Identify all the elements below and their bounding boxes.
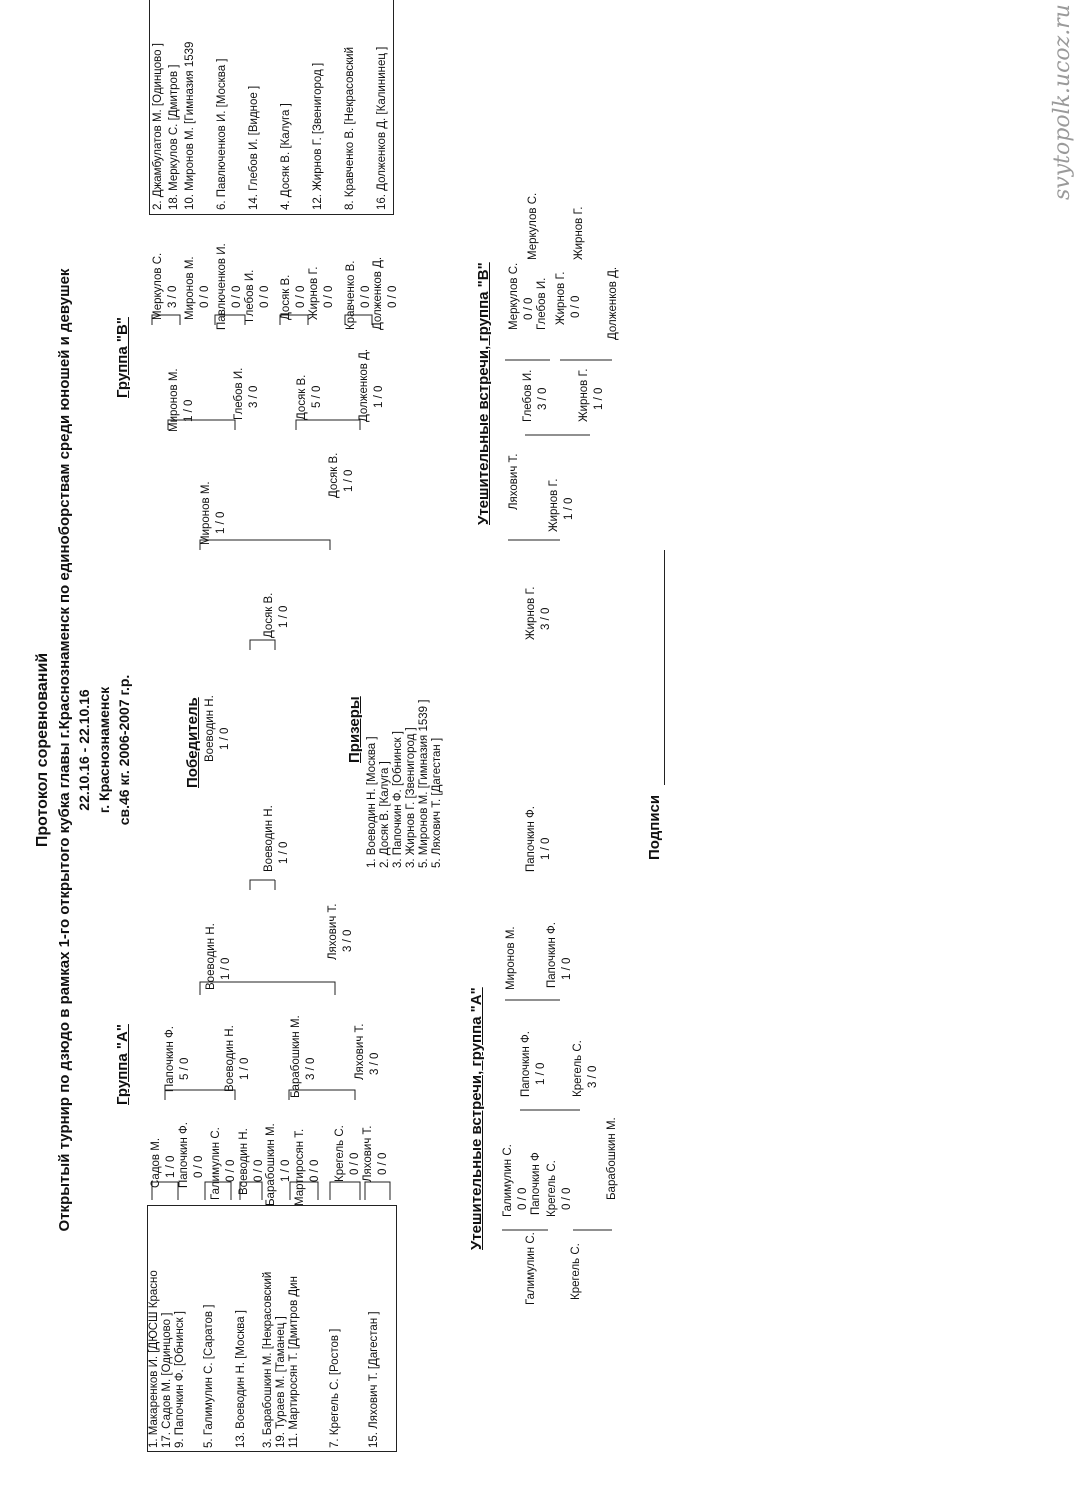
rep-b-m3-score: 3 / 0 xyxy=(537,387,549,410)
tournament-dates: 22.10.16 - 22.10.16 xyxy=(76,689,92,811)
rep-a-entry: Барабошкин М. xyxy=(606,1117,618,1200)
a-r2-winner: Папочкин Ф. xyxy=(164,1026,176,1092)
entry-b-16: 16. Долженков Д. [Калининец ] xyxy=(376,46,388,210)
weight-category: св.46 кг. 2006-2007 г.р. xyxy=(116,674,132,826)
b-r1-winner: Павлюченков И. xyxy=(216,243,228,330)
protocol-title: Протокол соревнований xyxy=(34,652,51,848)
entry-a-9: 9. Папочкин Ф. [Обнинск ] xyxy=(174,1311,186,1448)
b-r3-winner: Досяк В. xyxy=(328,452,340,498)
rep-b-m1: Меркулов С. xyxy=(508,262,520,330)
signatures-label: Подписи xyxy=(646,794,663,860)
b-r1-winner: Жирнов Г. xyxy=(308,266,320,320)
prizes-title: Призеры xyxy=(346,696,363,763)
b-r2-winner: Глебов И. xyxy=(233,367,245,420)
b-r1-score: 0 / 0 xyxy=(199,285,211,308)
b-r1-winner: Досяк В. xyxy=(280,274,292,320)
b-r1-winner: Миронов М. xyxy=(184,256,196,320)
b-r3-winner: Миронов М. xyxy=(200,481,212,545)
b-final-winner: Досяк В. xyxy=(263,592,275,638)
entry-b-12: 12. Жирнов Г. [Звенигород ] xyxy=(312,62,324,210)
a-final-winner: Воеводин Н. xyxy=(263,805,275,872)
entry-a-5: 5. Галимулин С. [Саратов ] xyxy=(203,1304,215,1448)
b-r1-score: 0 / 0 xyxy=(323,285,335,308)
rep-b-m3: Глебов И. xyxy=(522,369,534,422)
rep-b-entry: Долженков Д. xyxy=(607,266,619,340)
a-r3-winner: Воеводин Н. xyxy=(205,923,217,990)
prize-item: 5. Миронов М. [Гимназия 1539 ] xyxy=(418,699,430,868)
b-r3-score: 1 / 0 xyxy=(343,469,355,492)
rep-a-start: Крегель С. xyxy=(570,1243,582,1300)
a-r1-score: 0 / 0 xyxy=(309,1159,321,1182)
group-a-title: Группа "А" xyxy=(114,1024,131,1105)
tournament-subtitle: Открытый турнир по дзюдо в рамках 1-го открытого кубка главы г.Краснознаменск по единоборствам среди юношей и девушек xyxy=(56,268,73,1232)
b-r2-score: 5 / 0 xyxy=(311,385,323,408)
entry-b-18: 18. Меркулов С. [Дмитров ] xyxy=(168,64,180,210)
rep-b-m1-score: 0 / 0 xyxy=(523,297,535,320)
a-r1-score: 1 / 0 xyxy=(165,1155,177,1178)
group-b-title: Группа "В" xyxy=(114,317,131,398)
rep-b-entry: Глебов И. xyxy=(536,277,548,330)
entry-b-10: 10. Миронов М. [Гимназия 1539 xyxy=(184,41,196,210)
repechage-b-title: Утешительные встречи, группа "В" xyxy=(475,262,492,525)
prize-item: 3. Жирнов Г. [Звенигород ] xyxy=(405,727,417,868)
a-r1-winner: Садов М. xyxy=(150,1137,162,1188)
rep-b-entry: Ляхович Т. xyxy=(508,453,520,510)
repechage-a-title: Утешительные встречи, группа "А" xyxy=(468,987,485,1250)
b-r1-score: 0 / 0 xyxy=(387,285,399,308)
rep-a-m2: Крегель С. xyxy=(546,1160,558,1217)
rep-a-entry: Миронов М. xyxy=(505,926,517,990)
rep-a-bronze-score: 1 / 0 xyxy=(540,837,552,860)
a-final-score: 1 / 0 xyxy=(278,841,290,864)
b-r1-winner: Долженков Д. xyxy=(372,256,384,330)
a-r2-winner: Барабошкин М. xyxy=(290,1015,302,1098)
a-r1-winner: Воеводин Н. xyxy=(238,1128,250,1195)
winner-name: Воеводин Н. xyxy=(204,695,216,762)
a-r1-score: 0 / 0 xyxy=(377,1152,389,1175)
a-r2-winner: Воеводин Н. xyxy=(224,1025,236,1092)
a-r3-score: 1 / 0 xyxy=(220,957,232,980)
entry-a-1: 1. Макаренков И. [ДЮСШ Красно xyxy=(148,1270,160,1448)
b-r1-score: 0 / 0 xyxy=(259,285,271,308)
b-r1-score: 0 / 0 xyxy=(231,285,243,308)
entry-a-15: 15. Ляхович Т. [Дагестан ] xyxy=(368,1311,380,1448)
a-r1-score: 0 / 0 xyxy=(253,1159,265,1182)
watermark: svytopolk.ucoz.ru xyxy=(1050,4,1075,200)
a-r1-winner: Мартиросян Т. xyxy=(294,1128,306,1206)
rep-a-m5: Папочкин Ф. xyxy=(546,922,558,988)
rep-a-m2-score: 0 / 0 xyxy=(561,1187,573,1210)
rep-b-m2: Жирнов Г. xyxy=(555,271,567,325)
a-r2-winner: Ляхович Т. xyxy=(354,1023,366,1080)
a-r1-winner: Крегель С. xyxy=(334,1125,346,1182)
b-r1-score: 0 / 0 xyxy=(360,285,372,308)
entry-a-13: 13. Воеводин Н. [Москва ] xyxy=(235,1310,247,1448)
rep-a-m3-score: 1 / 0 xyxy=(535,1062,547,1085)
b-r1-winner: Глебов И. xyxy=(244,269,256,322)
entry-a-17: 17. Садов М. [Одинцово ] xyxy=(161,1312,173,1448)
a-r2-score: 3 / 0 xyxy=(369,1052,381,1075)
entry-b-4: 4. Досяк В. [Калуга ] xyxy=(280,103,292,210)
b-r2-winner: Миронов М. xyxy=(168,368,180,432)
a-r1-score: 0 / 0 xyxy=(193,1155,205,1178)
b-r2-winner: Досяк В. xyxy=(296,374,308,420)
entry-b-6: 6. Павлюченков И. [Москва ] xyxy=(216,58,228,210)
rep-a-m1-score: 0 / 0 xyxy=(517,1187,529,1210)
b-final-score: 1 / 0 xyxy=(278,605,290,628)
a-r1-score: 0 / 0 xyxy=(225,1159,237,1182)
a-r3-score: 3 / 0 xyxy=(342,929,354,952)
a-r1-winner: Папочкин Ф. xyxy=(178,1122,190,1188)
prize-item: 5. Ляхович Т. [Дагестан ] xyxy=(431,737,443,868)
rep-a-m4-score: 3 / 0 xyxy=(587,1065,599,1088)
a-r1-winner: Барабошкин М. xyxy=(265,1123,277,1206)
b-r1-winner: Меркулов С. xyxy=(152,252,164,320)
a-r1-winner: Ляхович Т. xyxy=(362,1125,374,1182)
b-r1-score: 3 / 0 xyxy=(167,285,179,308)
winner-score: 1 / 0 xyxy=(219,727,231,750)
rep-b-m4-score: 1 / 0 xyxy=(593,387,605,410)
rep-a-m5-score: 1 / 0 xyxy=(561,957,573,980)
rep-b-start: Жирнов Г. xyxy=(573,206,585,260)
rep-a-m3: Папочкин Ф. xyxy=(520,1031,532,1097)
rep-a-start: Галимулин С. xyxy=(525,1232,537,1305)
b-r2-score: 1 / 0 xyxy=(373,385,385,408)
a-r3-winner: Ляхович Т. xyxy=(327,903,339,960)
b-r2-winner: Долженков Д. xyxy=(358,348,370,422)
rep-b-m5-score: 1 / 0 xyxy=(563,497,575,520)
rep-b-start: Меркулов С. xyxy=(527,192,539,260)
rep-a-bronze: Папочкин Ф. xyxy=(525,806,537,872)
rep-b-m5: Жирнов Г. xyxy=(548,478,560,532)
b-r3-score: 1 / 0 xyxy=(215,511,227,534)
a-r2-score: 5 / 0 xyxy=(179,1057,191,1080)
rep-a-m1: Галимулин С. xyxy=(502,1144,514,1217)
rep-b-m4: Жирнов Г. xyxy=(578,368,590,422)
entry-a-7: 7. Крегель С. [Ростов ] xyxy=(329,1328,341,1448)
rep-a-m4: Крегель С. xyxy=(572,1040,584,1097)
rep-b-m2-score: 0 / 0 xyxy=(570,295,582,318)
prize-item: 1. Воеводин Н. [Москва ] xyxy=(366,736,378,868)
b-r1-score: 0 / 0 xyxy=(295,285,307,308)
prize-item: 2. Досяк В. [Калуга ] xyxy=(379,761,391,868)
entry-b-2: 2. Джамбулатов М. [Одинцово ] xyxy=(152,43,164,210)
a-r1-score: 1 / 0 xyxy=(280,1159,292,1182)
b-r2-score: 1 / 0 xyxy=(183,399,195,422)
a-r1-score: 0 / 0 xyxy=(349,1152,361,1175)
entry-b-14: 14. Глебов И. [Видное ] xyxy=(248,85,260,210)
b-r2-score: 3 / 0 xyxy=(248,385,260,408)
entry-a-11: 11. Мартиросян Т. [Дмитров Дин xyxy=(288,1276,300,1448)
prize-item: 3. Папочкин Ф. [Обнинск ] xyxy=(392,731,404,868)
a-r2-score: 1 / 0 xyxy=(239,1057,251,1080)
entry-b-8: 8. Кравченко В. [Некрасовский xyxy=(344,46,356,210)
tournament-city: г. Краснознаменск xyxy=(96,686,112,814)
entry-a-19: 19. Тураев М. [Таманец ] xyxy=(275,1316,287,1448)
a-r1-winner: Галимулин С. xyxy=(210,1127,222,1200)
rep-a-entry: Папочкин Ф xyxy=(530,1152,542,1215)
rep-b-bronze-score: 3 / 0 xyxy=(540,607,552,630)
b-r1-winner: Кравченко В. xyxy=(345,260,357,330)
rep-b-bronze: Жирнов Г. xyxy=(525,586,537,640)
entry-a-3: 3. Барабошкин М. [Некрасовский xyxy=(262,1271,274,1448)
a-r2-score: 3 / 0 xyxy=(305,1057,317,1080)
winner-title: Победитель xyxy=(184,697,201,788)
